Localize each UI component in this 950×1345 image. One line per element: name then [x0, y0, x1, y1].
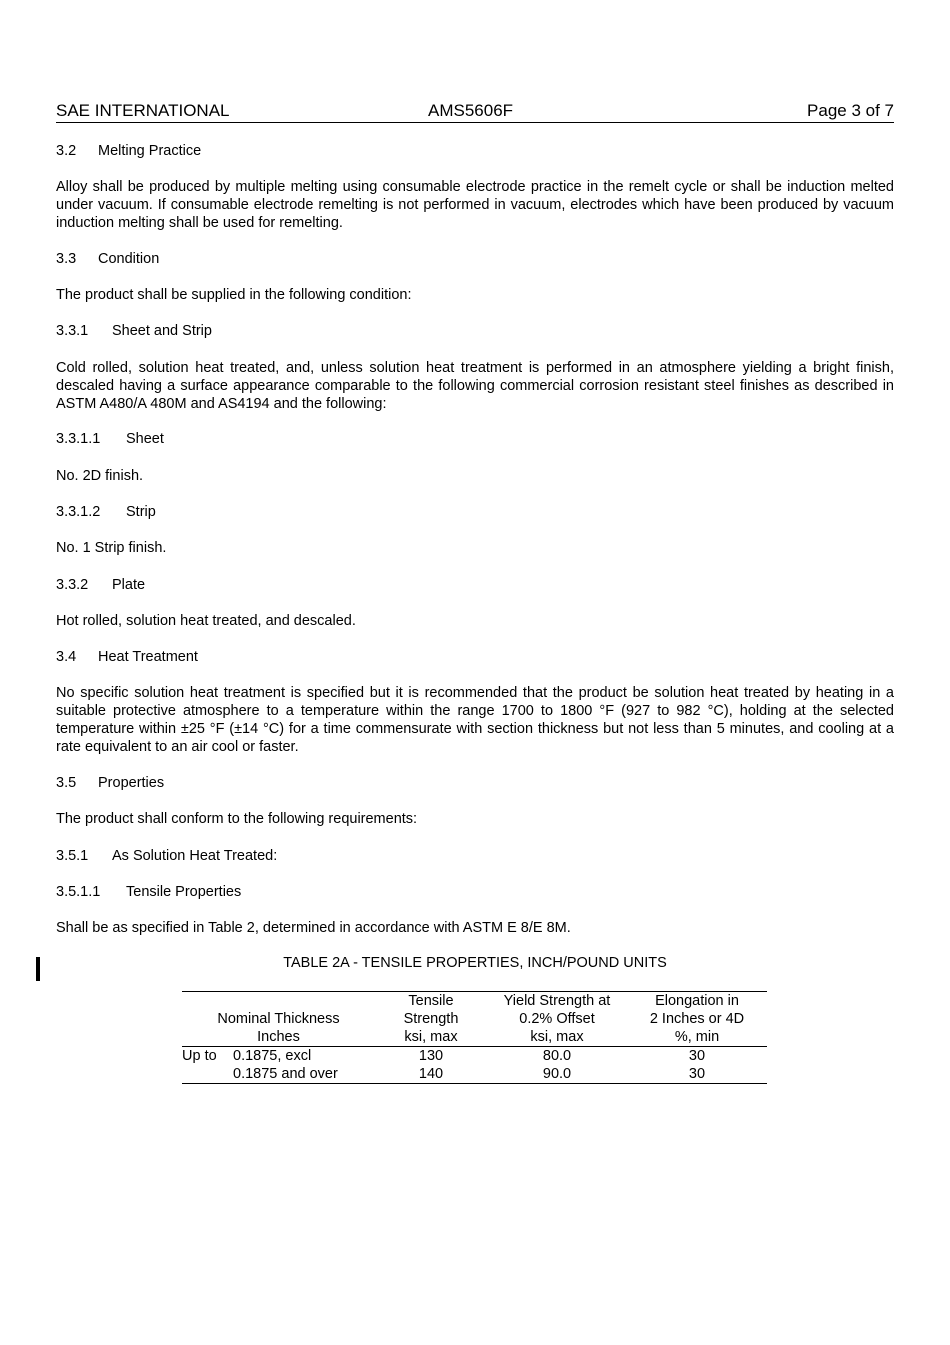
thickness-value: 0.1875, excl — [233, 1048, 312, 1064]
cell-thickness — [182, 1047, 375, 1066]
section-number: 3.3 — [56, 251, 77, 267]
header-line: Tensile — [408, 993, 454, 1009]
section-text-3-4: No specific solution heat treatment is specified but it is recommended that the product be solution heat treated by heating in a suitable protective atmosphere to a temperature within the range 1700 to 1800 °F (927 to 982 °C), holding at the selected temperature within ±25 °F (±14 °C) for a time commensurate with section thickness but not less than 5 minutes, and cooling at a rate equivalent to an air cool or faster. — [56, 685, 894, 755]
section-title: Strip — [126, 504, 156, 520]
section-title: Sheet and Strip — [112, 323, 212, 339]
section-title: Tensile Properties — [126, 884, 242, 900]
header-line: Elongation in — [655, 993, 739, 1009]
header-line: %, min — [674, 1029, 720, 1045]
section-text-3-3-1-1: No. 2D finish. — [56, 468, 144, 484]
section-heading-3-3 — [56, 250, 894, 268]
section-heading-3-5-1-1 — [56, 883, 894, 901]
section-title: Properties — [98, 775, 165, 791]
section-text-3-3: The product shall be supplied in the following condition: — [56, 287, 412, 303]
section-number: 3.3.1.1 — [56, 431, 101, 447]
header-organization: SAE INTERNATIONAL — [56, 101, 230, 120]
header-line: Nominal Thickness — [217, 1011, 340, 1027]
header-line: ksi, max — [530, 1029, 584, 1045]
cell-yield: 90.0 — [542, 1066, 572, 1082]
table-header-row — [182, 992, 767, 1047]
section-number: 3.3.1 — [56, 323, 89, 339]
header-document-id: AMS5606F — [428, 101, 514, 120]
thickness-prefix: Up to — [182, 1048, 217, 1064]
section-title: Heat Treatment — [98, 649, 198, 665]
column-header-yield — [487, 992, 627, 1047]
header-line — [182, 992, 375, 1010]
cell-tensile: 140 — [418, 1066, 444, 1082]
column-header-elongation — [627, 992, 767, 1047]
header-line: 2 Inches or 4D — [649, 1011, 745, 1027]
section-title: Condition — [98, 251, 160, 267]
revision-change-bar — [36, 957, 40, 981]
header-line: ksi, max — [404, 1029, 458, 1045]
section-number: 3.5.1 — [56, 848, 89, 864]
page-header — [56, 100, 894, 123]
cell-yield: 80.0 — [542, 1048, 572, 1064]
tensile-properties-table — [182, 991, 767, 1084]
section-number: 3.5 — [56, 775, 77, 791]
section-number: 3.4 — [56, 649, 77, 665]
cell-elongation: 30 — [688, 1066, 706, 1082]
section-title: As Solution Heat Treated: — [112, 848, 278, 864]
table-row — [182, 1047, 767, 1066]
section-text-3-3-1-2: No. 1 Strip finish. — [56, 540, 167, 556]
table-row — [182, 1065, 767, 1084]
section-text-3-5: The product shall conform to the following requirements: — [56, 811, 418, 827]
section-text-3-2: Alloy shall be produced by multiple melting using consumable electrode practice in the remelt cycle or shall be induction melted under vacuum. If consumable electrode remelting is not performed in vacuum, electrodes which have been produced by vacuum induction melting shall be used for remelting. — [56, 179, 894, 231]
section-heading-3-3-1 — [56, 322, 894, 340]
header-line: Inches — [257, 1029, 300, 1045]
column-header-tensile — [375, 992, 487, 1047]
section-heading-3-3-1-1 — [56, 430, 894, 448]
section-text-3-3-1: Cold rolled, solution heat treated, and, unless solution heat treatment is performed in an atmosphere yielding a bright finish, descaled having a surface appearance comparable to the following commercial corrosion resistant steel finishes as described in ASTM A480/A 480M and AS4194 and the following: — [56, 360, 894, 412]
section-heading-3-2 — [56, 142, 894, 160]
section-title: Sheet — [126, 431, 164, 447]
section-number: 3.3.2 — [56, 577, 89, 593]
cell-elongation: 30 — [688, 1048, 706, 1064]
header-page-number: Page 3 of 7 — [807, 101, 894, 120]
section-text-3-5-1-1: Shall be as specified in Table 2, determined in accordance with ASTM E 8/E 8M. — [56, 920, 571, 936]
section-number: 3.2 — [56, 143, 77, 159]
cell-tensile: 130 — [418, 1048, 444, 1064]
section-number: 3.5.1.1 — [56, 884, 101, 900]
header-line: Yield Strength at — [503, 993, 611, 1009]
thickness-value: 0.1875 and over — [233, 1066, 338, 1082]
header-line: 0.2% Offset — [519, 1011, 595, 1027]
column-header-thickness — [182, 992, 375, 1047]
section-heading-3-5-1 — [56, 847, 894, 865]
section-heading-3-5 — [56, 774, 894, 792]
section-number: 3.3.1.2 — [56, 504, 101, 520]
section-title: Melting Practice — [98, 143, 202, 159]
table-caption: TABLE 2A - TENSILE PROPERTIES, INCH/POUND UNITS — [283, 955, 667, 971]
section-heading-3-3-2 — [56, 576, 894, 594]
section-text-3-3-2: Hot rolled, solution heat treated, and descaled. — [56, 613, 356, 629]
section-heading-3-4 — [56, 648, 894, 666]
section-heading-3-3-1-2 — [56, 503, 894, 521]
section-title: Plate — [112, 577, 146, 593]
cell-thickness — [182, 1065, 375, 1084]
header-line: Strength — [403, 1011, 459, 1027]
